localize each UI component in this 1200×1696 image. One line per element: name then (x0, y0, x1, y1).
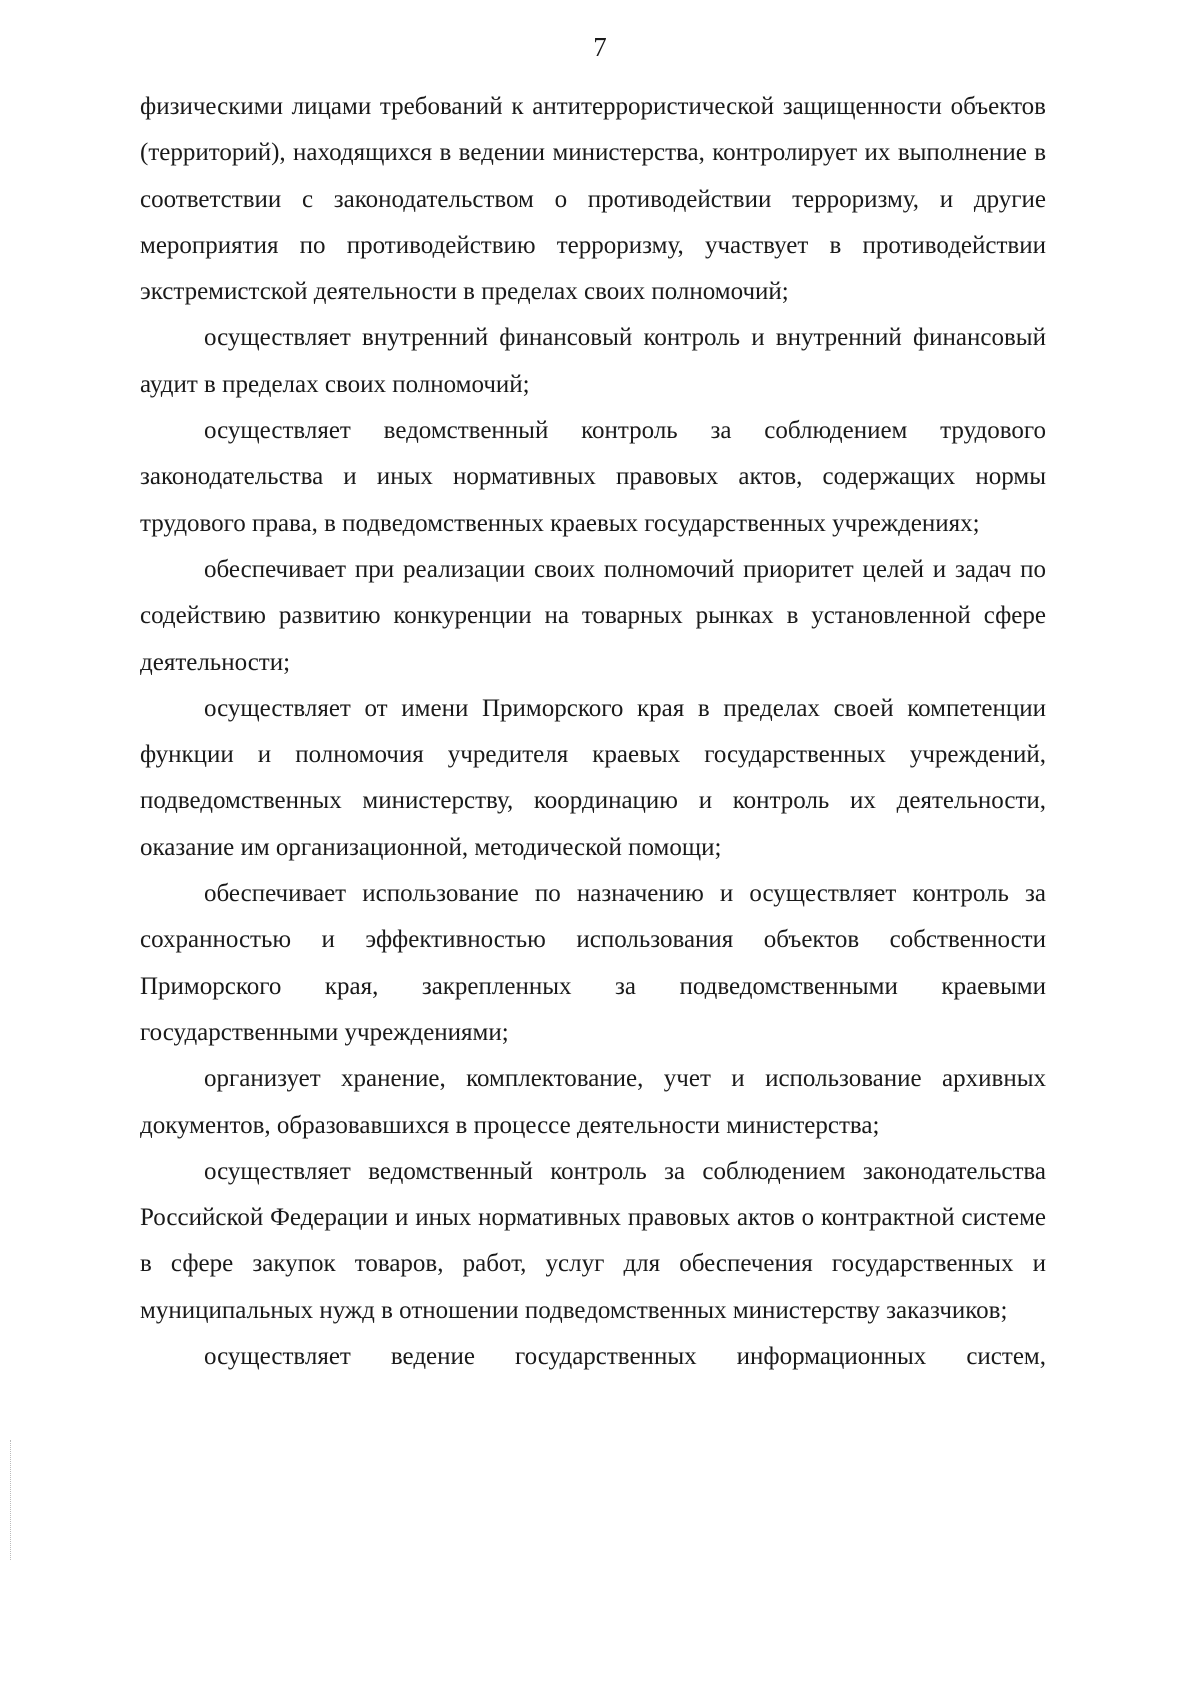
scan-margin-artifact (10, 1440, 13, 1560)
paragraph-antiterror: физическими лицами требований к антитеррористической защищенности объектов (территорий), находящихся в ведении министерства, контролирует их выполнение в соответствии с законодательством о противодействии терроризму, и другие мероприятия по противодействию терроризму, участвует в противодействии экстремистской деятельности в пределах своих полномочий; (140, 93, 1046, 306)
page-number: 7 (593, 32, 607, 62)
paragraph-archives: организует хранение, комплектование, учет и использование архивных документов, образовавшихся в процессе деятельности министерства; (140, 1065, 1046, 1139)
paragraph-competition: обеспечивает при реализации своих полномочий приоритет целей и задач по содействию развитию конкуренции на товарных рынках в установленной сфере деятельности; (140, 555, 1046, 676)
document-body (140, 84, 1046, 1380)
paragraph-financial-control: осуществляет внутренний финансовый контроль и внутренний финансовый аудит в пределах своих полномочий; (140, 324, 1046, 398)
paragraph-founder-functions: осуществляет от имени Приморского края в пределах своей компетенции функции и полномочия учредителя краевых государственных учреждений, подведомственных министерству, координацию и контроль их деятельности, оказание им организационной, методической помощи; (140, 694, 1046, 861)
paragraph-labor-control: осуществляет ведомственный контроль за соблюдением трудового законодательства и иных нормативных правовых актов, содержащих нормы трудового права, в подведомственных краевых государственных учреждениях; (140, 417, 1046, 537)
paragraph-procurement-control: осуществляет ведомственный контроль за соблюдением законодательства Российской Федерации и иных нормативных правовых актов о контрактной системе в сфере закупок товаров, работ, услуг для обеспечения государственных и муниципальных нужд в отношении подведомственных министерству заказчиков; (140, 1157, 1046, 1324)
paragraph-information-systems: осуществляет ведение государственных информационных систем, (204, 1343, 1046, 1371)
paragraph-property-use: обеспечивает использование по назначению и осуществляет контроль за сохранностью и эффективностью использования объектов собственности Приморского края, закрепленных за подведомственными краевыми государственными учреждениями; (140, 880, 1046, 1046)
